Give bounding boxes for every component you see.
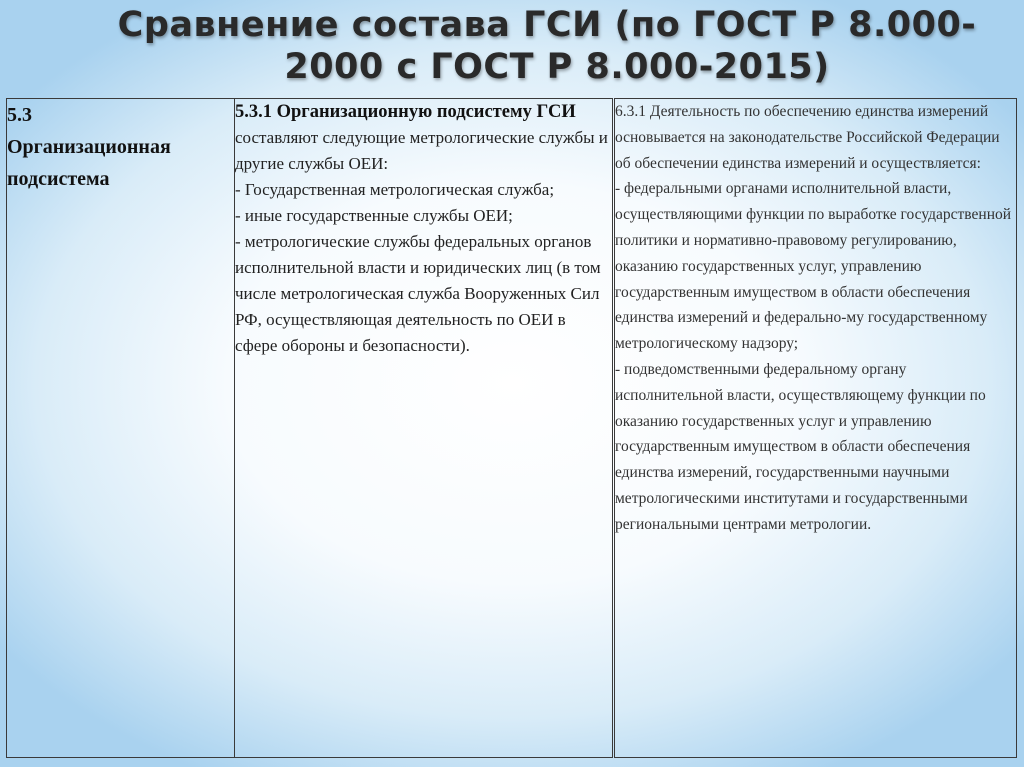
- slide-title-line-2: 2000 с ГОСТ Р 8.000-2015): [284, 47, 830, 87]
- gost-2000-item-2: - иные государственные службы ОЕИ;: [235, 206, 513, 225]
- gost-2000-cell: [235, 99, 614, 758]
- section-cell: [7, 99, 235, 758]
- gost-2000-clause-heading: 5.3.1 Организационную подсистему ГСИ: [235, 102, 576, 122]
- gost-2000-item-1: - Государственная метрологическая служба;: [235, 180, 555, 199]
- comparison-table: [6, 98, 1017, 758]
- slide-title-line-1: Сравнение состава ГСИ (по ГОСТ Р 8.000-: [117, 5, 977, 45]
- gost-2000-intro: [235, 99, 612, 177]
- gost-2000-item-3: - метрологические службы федеральных органов исполнительной власти и юридических лиц (в том числе метрологическая служба Вооруженных Сил РФ, осуществляющая деятельность по ОЕИ в сфере обороны и безопасности).: [235, 232, 601, 355]
- gost-2000-intro-text: составляют следующие метрологические службы и другие службы ОЕИ:: [235, 128, 608, 173]
- section-name: Организационная подсистема: [7, 136, 171, 190]
- gost-2015-intro: 6.3.1 Деятельность по обеспечению единства измерений основывается на законодательстве Российской Федерации об обеспечении единства измерений и осуществляется:: [615, 103, 1000, 172]
- table-row: [7, 99, 1017, 758]
- gost-2015-cell: [614, 99, 1017, 758]
- gost-2015-item-1: - федеральными органами исполнительной власти, осуществляющими функции по выработке государственной политики и нормативно-правовому регулированию, оказанию государственных услуг, управлению государственным имуществом в области обеспечения единства измерений и федерально-му государственному метрологическому надзору;: [615, 180, 1012, 353]
- gost-2015-item-2: - подведомственными федеральному органу исполнительной власти, осуществляющему функции по оказанию государственных услуг и управлению государственным имуществом в области обеспечения единства измерений, государственными научными метрологическими институтами и государственными региональными центрами метрологии.: [615, 360, 986, 533]
- section-number: 5.3: [7, 104, 32, 126]
- slide-title: [0, 4, 1024, 88]
